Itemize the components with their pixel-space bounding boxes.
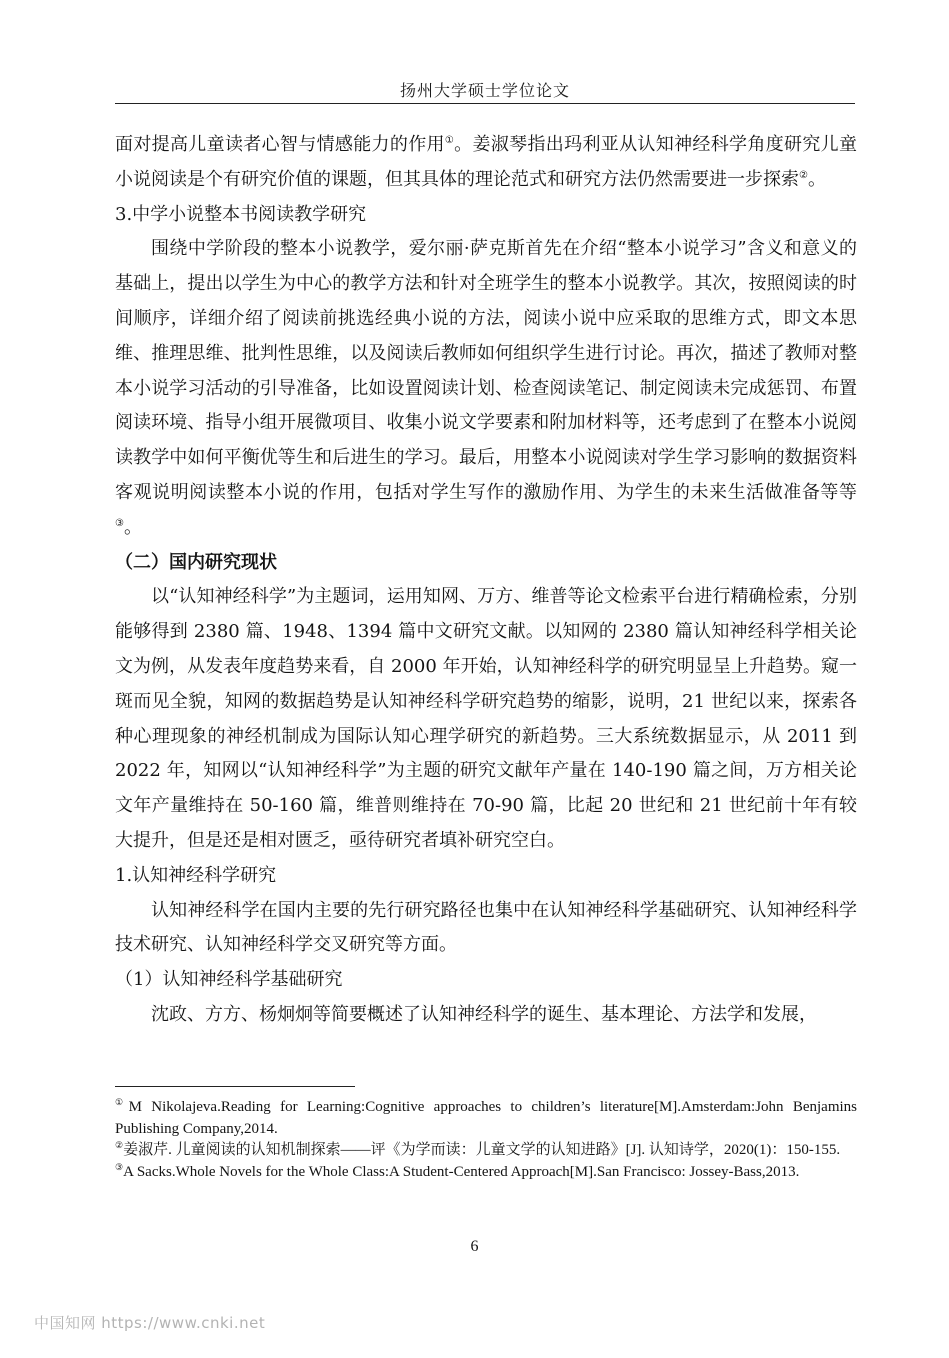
paragraph-1-text-b: 。姜淑琴指出玛利亚从认知神经科学角度研究儿童小说阅读是个有研究价值的课题，但其具体的理论范式和研究方法仍然需要进一步探索	[115, 134, 858, 190]
footnote-2-mark: ②	[115, 1140, 124, 1150]
footnote-1-text: M Nikolajeva.Reading for Learning:Cognitive approaches to children’s literature[M].Amsterdam:John Benjamins Publishing Company,2014.	[115, 1099, 857, 1137]
section-heading-1: 1.认知神经科学研究	[115, 864, 277, 886]
footnote-ref-2[interactable]: ②	[799, 169, 808, 181]
footnote-3-text: A Sacks.Whole Novels for the Whole Class:A Student-Centered Approach[M].San Francisco: Jossey-Bass,2013.	[123, 1163, 800, 1180]
footnote-ref-3[interactable]: ③	[115, 517, 124, 529]
footnote-1-mark: ①	[115, 1097, 129, 1107]
paragraph-2	[115, 232, 857, 545]
paragraph-2-text: 围绕中学阶段的整本小说教学，爱尔丽·萨克斯首先在介绍“整本小说学习”含义和意义的基础上，提出以学生为中心的教学方法和针对全班学生的整本小说教学。其次，按照阅读的时间顺序，详细介绍了阅读前挑选经典小说的方法，阅读小说中应采取的思维方式，即文本思维、推理思维、批判性思维，以及阅读后教师如何组织学生进行讨论。再次，描述了教师对整本小说学习活动的引导准备，比如设置阅读计划、检查阅读笔记、制定阅读未完成惩罚、布置阅读环境、指导小组开展微项目、收集小说文学要素和附加材料等，还考虑到了在整本小说阅读教学中如何平衡优等生和后进生的学习。最后，用整本小说阅读对学生学习影响的数据资料客观说明阅读整本小说的作用，包括对学生写作的激励作用、为学生的未来生活做准备等等	[115, 238, 857, 503]
paragraph-1	[115, 128, 857, 198]
footnotes	[115, 1097, 857, 1183]
paragraph-2-end: 。	[123, 516, 142, 538]
paragraph-3: 以“认知神经科学”为主题词，运用知网、万方、维普等论文检索平台进行精确检索，分别能够得到 2380 篇、1948、1394 篇中文研究文献。以知网的 2380 篇认知神经科学相关论文为例，从发表年度趋势来看，自 2000 年开始，认知神经科学的研究明显呈上升趋势。窥一斑而见全貌，知网的数据趋势是认知神经科学研究趋势的缩影，说明，21 世纪以来，探索各种心理现象的神经机制成为国际认知心理学研究的新趋势。三大系统数据显示，从 2011 到 2022 年，知网以“认知神经科学”为主题的研究文献年产量在 140-190 篇之间，万方相关论文年产量维持在 50-160 篇，维普则维持在 70-90 篇，比起 20 世纪和 21 世纪前十年有较大提升，但是还是相对匮乏，亟待研究者填补研究空白。	[115, 586, 857, 851]
section-heading-3: 3.中学小说整本书阅读教学研究	[115, 203, 367, 225]
footnote-2	[115, 1140, 857, 1162]
footnote-3	[115, 1162, 857, 1184]
footnote-ref-1[interactable]: ①	[444, 135, 455, 146]
paragraph-4: 认知神经科学在国内主要的先行研究路径也集中在认知神经科学基础研究、认知神经科学技术研究、认知神经科学交叉研究等方面。	[115, 899, 857, 956]
paragraph-1-end: 。	[807, 168, 826, 190]
body-text	[115, 128, 857, 1033]
cnki-watermark: 中国知网 https://www.cnki.net	[34, 1314, 266, 1332]
footnote-2-text: 姜淑芹. 儿童阅读的认知机制探索——评《为学而读：儿童文学的认知进路》[J]. 认知诗学，2020(1)：150-155.	[123, 1142, 841, 1158]
header-rule	[115, 103, 855, 104]
footnote-1	[115, 1097, 857, 1140]
paragraph-5: 沈政、方方、杨炯炯等简要概述了认知神经科学的诞生、基本理论、方法学和发展，	[151, 1003, 817, 1025]
page-number: 6	[470, 1238, 479, 1255]
section-heading-domestic: （二）国内研究现状	[115, 551, 277, 573]
footnote-rule	[115, 1086, 355, 1087]
section-heading-1-1: （1）认知神经科学基础研究	[115, 969, 343, 991]
paragraph-1-text-a: 面对提高儿童读者心智与情感能力的作用	[115, 134, 445, 155]
running-header: 扬州大学硕士学位论文	[399, 81, 570, 100]
footnote-3-mark: ③	[115, 1161, 124, 1172]
